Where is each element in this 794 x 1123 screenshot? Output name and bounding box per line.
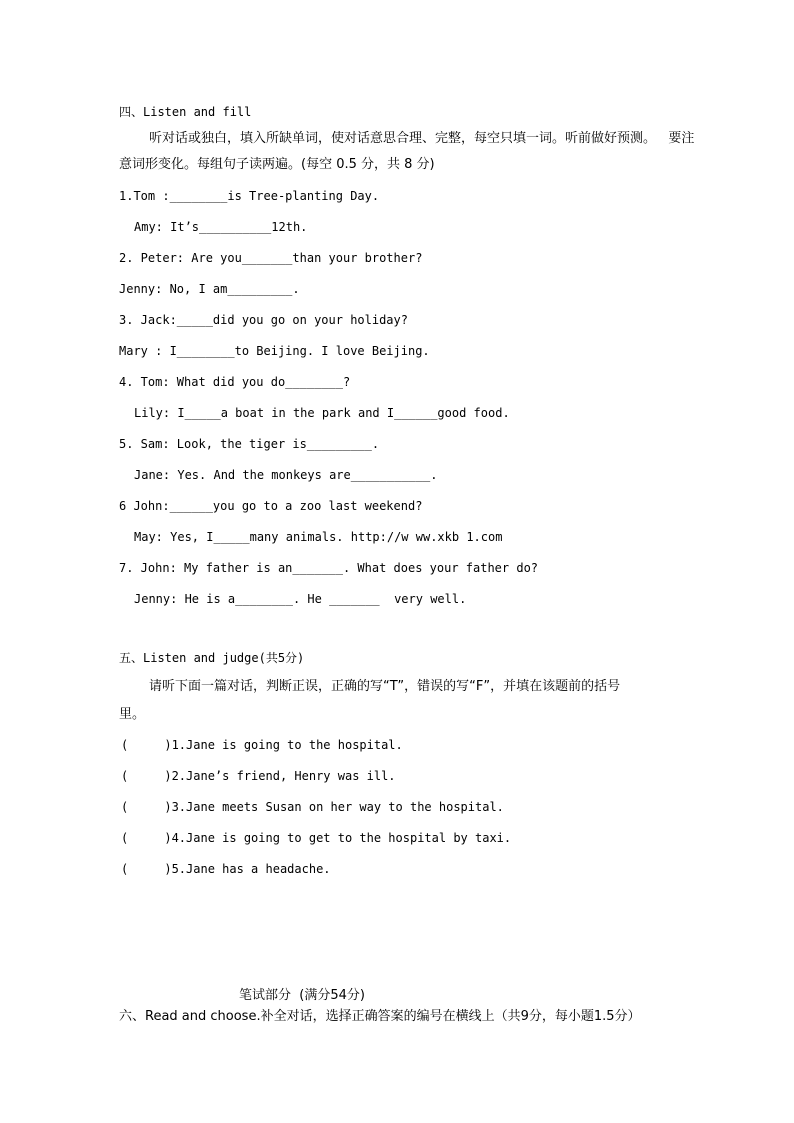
judge-item-3: ( )3.Jane meets Susan on her way to the hospital. — [121, 800, 504, 814]
dialogue-line-4: Jenny: No, I am_________. — [119, 282, 300, 296]
dialogue-line-12: May: Yes, I_____many animals. http://w ww.xkb 1.com — [134, 530, 503, 544]
dialogue-line-13: 7. John: My father is an_______. What does your father do? — [119, 561, 539, 575]
dialogue-line-7: 4. Tom: What did you do________? — [119, 375, 351, 389]
section6-heading: 六、Read and choose.补全对话，选择正确答案的编号在横线上（共9分，每小题1.5分） — [119, 1009, 641, 1024]
section5-heading: 五、Listen and judge(共5分) — [119, 651, 305, 665]
dialogue-line-1: 1.Tom :________is Tree-planting Day. — [119, 189, 380, 203]
section4-heading: 四、Listen and fill — [119, 105, 252, 119]
section5-instruction-line1: 请听下面一篇对话，判断正误，正确的写“T”，错误的写“F”，并填在该题前的括号 — [149, 679, 621, 694]
dialogue-line-14: Jenny: He is a________. He _______ very well. — [134, 592, 467, 606]
dialogue-line-2: Amy: It’s__________12th. — [134, 220, 308, 234]
written-part-title: 笔试部分 (满分54分) — [239, 988, 365, 1003]
dialogue-line-8: Lily: I_____a boat in the park and I______good food. — [134, 406, 510, 420]
dialogue-line-10: Jane: Yes. And the monkeys are___________. — [134, 468, 438, 482]
judge-item-2: ( )2.Jane’s friend, Henry was ill. — [121, 769, 396, 783]
judge-item-5: ( )5.Jane has a headache. — [121, 862, 331, 876]
judge-item-1: ( )1.Jane is going to the hospital. — [121, 738, 403, 752]
section4-instruction-line1: 听对话或独白，填入所缺单词，使对话意思合理、完整，每空只填一词。听前做好预测。 要注 — [149, 131, 695, 146]
dialogue-line-6: Mary : I________to Beijing. I love Beijing. — [119, 344, 430, 358]
section4-instruction-line2: 意词形变化。每组句子读两遍。(每空 0.5 分，共 8 分) — [119, 157, 435, 172]
dialogue-line-3: 2. Peter: Are you_______than your brother? — [119, 251, 423, 265]
section5-instruction-line2: 里。 — [119, 707, 146, 722]
dialogue-line-9: 5. Sam: Look, the tiger is_________. — [119, 437, 380, 451]
judge-item-4: ( )4.Jane is going to get to the hospital by taxi. — [121, 831, 512, 845]
dialogue-line-11: 6 John:______you go to a zoo last weekend? — [119, 499, 423, 513]
dialogue-line-5: 3. Jack:_____did you go on your holiday? — [119, 313, 408, 327]
